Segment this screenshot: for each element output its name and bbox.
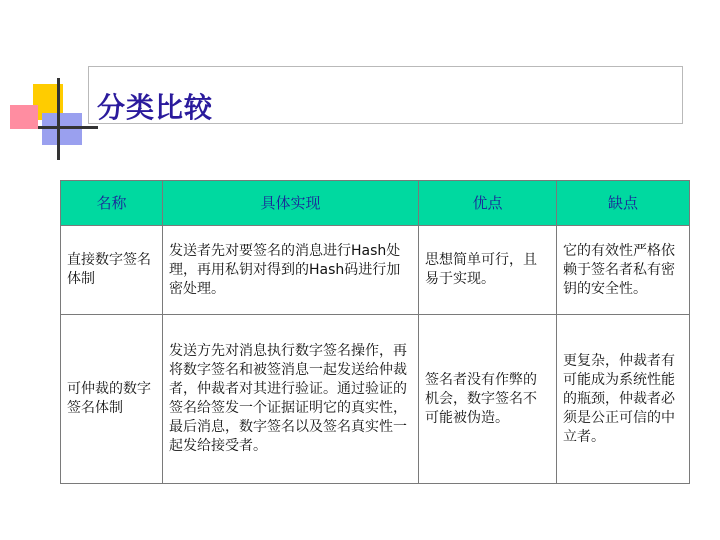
decorative-blue-square [42, 113, 82, 145]
header-implementation: 具体实现 [163, 181, 419, 226]
table-row [61, 226, 690, 315]
comparison-table [60, 180, 690, 484]
slide-title: 分类比较 [97, 91, 214, 124]
header-pros: 优点 [419, 181, 557, 226]
table-row [61, 315, 690, 484]
decorative-pink-square [10, 105, 38, 129]
row-implementation: 发送者先对要签名的消息进行Hash处理，再用私钥对得到的Hash码进行加密处理。 [163, 226, 419, 315]
header-cons: 缺点 [557, 181, 690, 226]
row-name: 可仲裁的数字签名体制 [61, 315, 163, 484]
table-header-row [61, 181, 690, 226]
row-cons: 它的有效性严格依赖于签名者私有密钥的安全性。 [557, 226, 690, 315]
row-pros: 思想简单可行，且易于实现。 [419, 226, 557, 315]
row-pros: 签名者没有作弊的机会，数字签名不可能被伪造。 [419, 315, 557, 484]
header-name: 名称 [61, 181, 163, 226]
decorative-vertical-line [57, 78, 60, 160]
row-cons: 更复杂，仲裁者有可能成为系统性能的瓶颈，仲裁者必须是公正可信的中立者。 [557, 315, 690, 484]
decorative-horizontal-line [38, 126, 98, 129]
row-name: 直接数字签名体制 [61, 226, 163, 315]
row-implementation: 发送方先对消息执行数字签名操作，再将数字签名和被签消息一起发送给仲裁者，仲裁者对其进行验证。通过验证的签名给签发一个证据证明它的真实性，最后消息，数字签名以及签名真实性一起发给接受者。 [163, 315, 419, 484]
